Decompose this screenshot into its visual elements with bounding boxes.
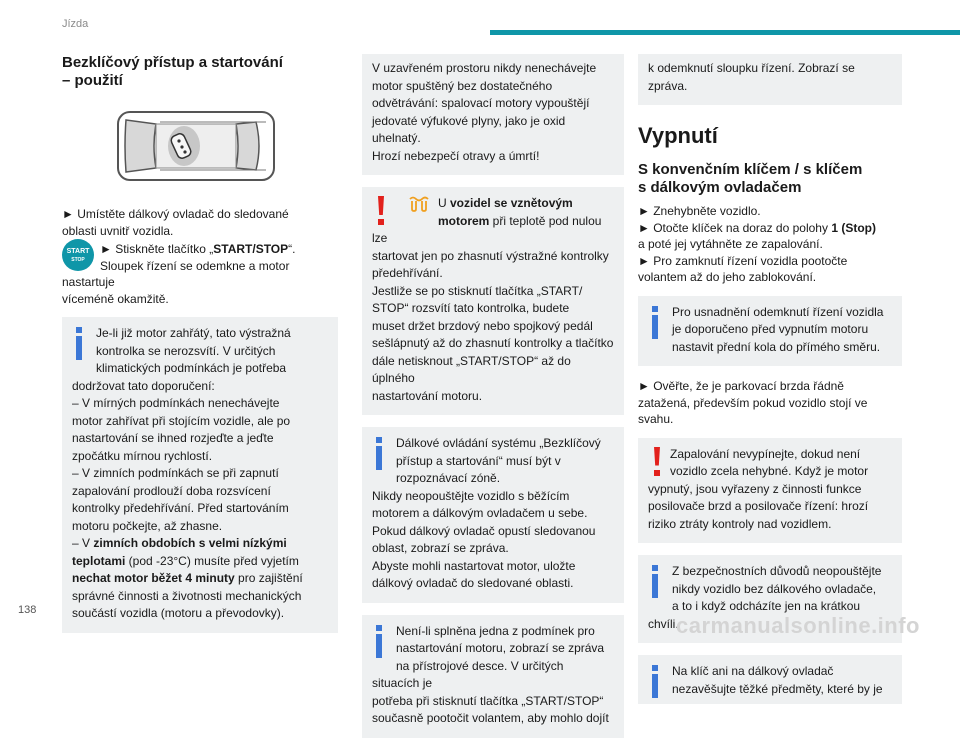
chapter-heading-vypnuti: Vypnutí	[638, 123, 718, 148]
section-title: Jízda	[62, 18, 89, 30]
preheat-glow-plug-icon	[408, 195, 430, 213]
info-box-remote-zone: Dálkové ovládání systému „Bezklíčový přístup a startování“ musí být v rozpoznávací zóně. Nikdy neopouštějte vozidlo s běžícím motorem a dálkovým ovladačem u sebe. Pokud dálkový ovladač opustí sledovanou oblast, zobrazí se zpráva. Abyste mohli nastartovat motor, uložte dálkový ovladač do sledované oblasti.	[362, 427, 624, 603]
column-middle	[362, 54, 624, 738]
steps-stop-engine: ► Znehybněte vozidlo. ► Otočte klíček na doraz do polohy 1 (Stop) a poté jej vytáhněte ze zapalování. ► Pro zamknutí řízení vozidla pootočte volantem až do jeho zablokování.	[638, 204, 876, 284]
info-icon	[372, 625, 386, 659]
column-left	[62, 54, 338, 633]
step-parking-brake: ► Ověřte, že je parkovací brzda řádně zatažená, především pokud vozidlo stojí ve svahu.	[638, 379, 868, 426]
info-box-continued: k odemknutí sloupku řízení. Zobrazí se zpráva.	[638, 54, 902, 105]
step-place-remote: ► Umístěte dálkový ovladač do sledované oblasti uvnitř vozidla.	[62, 207, 289, 238]
para-unlock: Sloupek řízení se odemkne a motor nastartuje víceméně okamžitě.	[62, 258, 290, 306]
info-icon	[648, 306, 662, 340]
info-box-wheels-straight: Pro usnadnění odemknutí řízení vozidla je doporučeno před vypnutím motoru nastavit přední kola do přímého směru.	[638, 296, 902, 367]
header-accent-bar	[490, 30, 960, 35]
info-box-warm-engine: Je-li již motor zahřátý, tato výstražná kontrolka se nerozsvítí. V určitých klimatických podmínkách je potřeba dodržovat tato doporučení: – V mírných podmínkách nenechávejte motor zahřívat při stojícím vozidle, ale po nastartování se ihned rozjeďte a jeďte zpočátku mírnou rychlostí. – V zimních podmínkách se při zapnutí zapalování prodlouží doba rozsvícení kontrolky předehřívání. Před startováním motoru počkejte, až zhasne. – V zimních obdobích s velmi nízkými teplotami (pod -23°C) musíte před vyjetím nechat motor běžet 4 minuty pro zajištění správné činnosti a životnosti mechanických součástí vozidla (motoru a převodovky).	[62, 317, 338, 633]
column-right	[638, 54, 902, 704]
warning-icon	[376, 196, 386, 226]
section-heading: Bezklíčový přístup a startování – použití	[62, 54, 283, 89]
start-stop-button-icon: START STOP	[62, 239, 94, 271]
info-box-never-leave: Z bezpečnostních důvodů neopouštějte nikdy vozidlo bez dálkového ovladače, a to i když odcházíte jen na krátkou chvíli.	[638, 555, 902, 643]
warning-box-diesel: U vozidel se vznětovým motorem při teplotě pod nulou lze startovat jen po zhasnutí výstražné kontrolky předehřívání. Jestliže se po stisknutí tlačítka „START/ STOP“ rozsvítí tato kontrolka, budete muset držet brzdový nebo spojkový pedál sešlápnutý až do zhasnutí kontrolky a tlačítko dále netisknout „START/STOP“ až do úplného nastartování motoru.	[362, 187, 624, 415]
step-press-start: START STOP ► Stiskněte tlačítko „START/STOP“.	[62, 239, 338, 258]
warning-box-ignition: Zapalování nevypínejte, dokud není vozidlo zcela nehybné. Když je motor vypnutý, jsou vyřazeny z činnosti funkce posilovače brzd a posilovače řízení: hrozí riziko ztráty kontroly nad vozidlem.	[638, 438, 902, 544]
car-keyzone-illustration	[116, 110, 276, 182]
warning-icon	[652, 447, 662, 477]
subsection-heading: S konvenčním klíčem / s klíčem s dálkovým ovladačem	[638, 161, 863, 196]
info-icon	[372, 437, 386, 471]
info-icon	[648, 565, 662, 599]
info-icon	[72, 327, 86, 361]
info-box-conditions: Není-li splněna jedna z podmínek pro nastartování motoru, zobrazí se zpráva na přístrojové desce. V určitých situacích je potřeba při stisknutí tlačítka „START/STOP“ současně pootočit volantem, aby mohlo dojít	[362, 615, 624, 738]
page-number: 138	[18, 604, 37, 616]
info-box-heavy-objects: Na klíč ani na dálkový ovladač nezavěšujte těžké předměty, které by je	[638, 655, 902, 704]
warning-box-ventilation: V uzavřeném prostoru nikdy nenechávejte motor spuštěný bez dostatečného odvětrávání: spalovací motory vypouštějí jedovaté výfukové plyny, jako je oxid uhelnatý. Hrozí nebezpečí otravy a úmrtí!	[362, 54, 624, 175]
info-icon	[648, 665, 662, 699]
watermark: carmanualsonline.info	[676, 613, 920, 638]
